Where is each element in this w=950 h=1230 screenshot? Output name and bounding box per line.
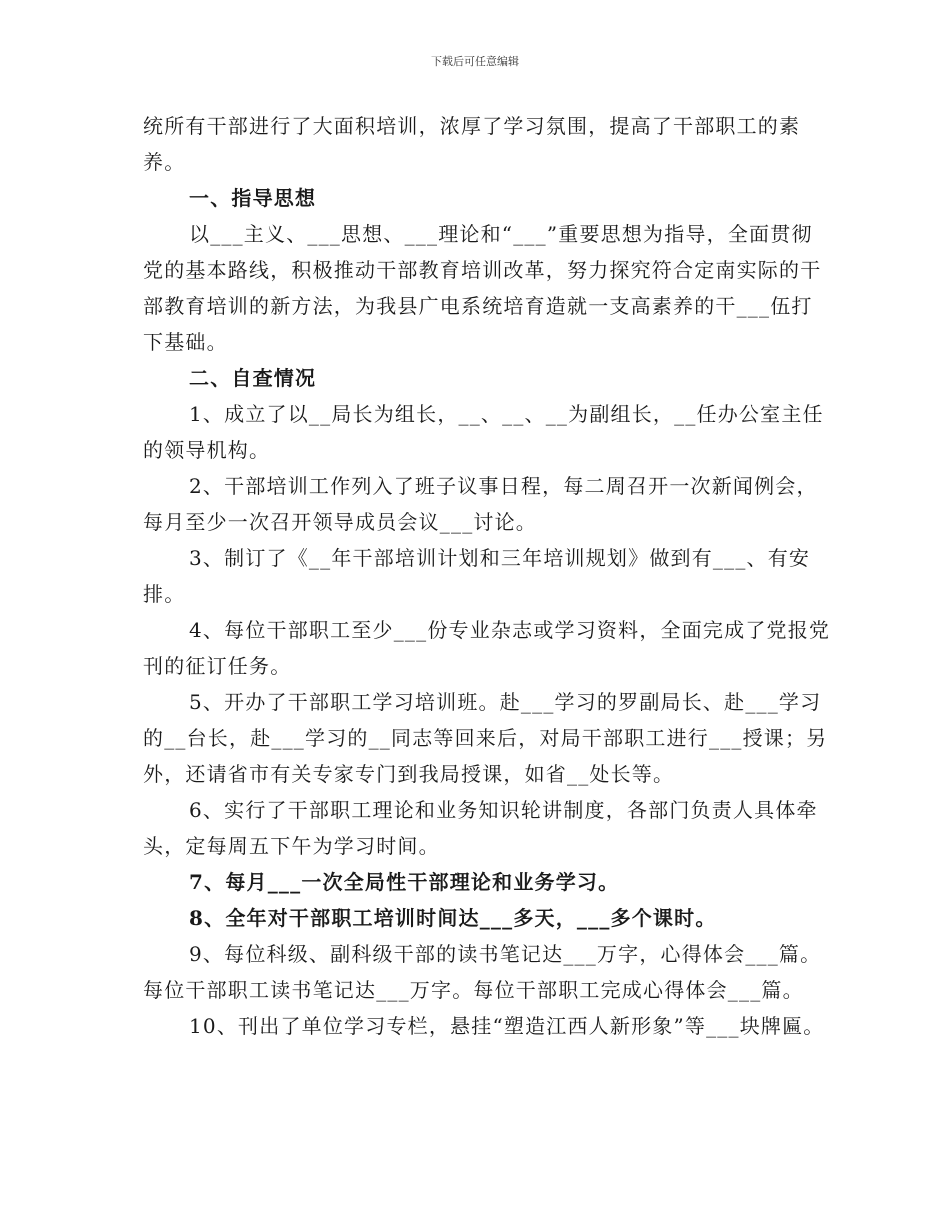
paragraph-guiding-ideology: 以___主义、___思想、___理论和“___”重要思想为指导，全面贯彻党的基本路线，积极推动干部教育培训改革，努力探究符合定南实际的干部教育培训的新方法，为我县广电系统培育造就一支高素养的干___伍打下基础。 bbox=[143, 222, 822, 354]
paragraph-intro-continuation: 统所有干部进行了大面积培训，浓厚了学习氛围，提高了干部职工的素养。 bbox=[143, 114, 801, 174]
list-item-1: 1、成立了以__局长为组长，__、__、__为副组长，__任办公室主任的领导机构。 bbox=[143, 402, 824, 462]
list-item-3: 3、制订了《__年干部培训计划和三年培训规划》做到有___、有安排。 bbox=[143, 546, 811, 606]
list-item-9: 9、每位科级、副科级干部的读书笔记达___万字，心得体会___篇。每位干部职工读书笔记达___万字。每位干部职工完成心得体会___篇。 bbox=[143, 942, 822, 1002]
list-item-8: 8、全年对干部职工培训时间达___多天，___多个课时。 bbox=[189, 906, 717, 930]
page-header: 下载后可任意编辑 bbox=[431, 55, 519, 68]
list-item-5: 5、开办了干部职工学习培训班。赴___学习的罗副局长、赴___学习的__台长，赴___学习的__同志等回来后，对局干部职工进行___授课；另外，还请省市有关专家专门到我局授课，如省__处长等。 bbox=[143, 690, 828, 786]
list-item-6: 6、实行了干部职工理论和业务知识轮讲制度，各部门负责人具体牵头，定每周五下午为学习时间。 bbox=[143, 798, 818, 858]
list-item-4: 4、每位干部职工至少___份专业杂志或学习资料，全面完成了党报党刊的征订任务。 bbox=[143, 618, 831, 678]
list-item-7: 7、每月___一次全局性干部理论和业务学习。 bbox=[189, 870, 620, 894]
section-heading-self-inspection: 二、自查情况 bbox=[189, 366, 317, 390]
list-item-2: 2、干部培训工作列入了班子议事日程，每二周召开一次新闻例会，每月至少一次召开领导成员会议___讨论。 bbox=[143, 474, 818, 534]
section-heading-guiding-ideology: 一、指导思想 bbox=[189, 186, 317, 210]
list-item-10: 10、刊出了单位学习专栏，悬挂“塑造江西人新形象”等___块牌匾。 bbox=[189, 1014, 825, 1038]
document-body bbox=[143, 108, 831, 1044]
